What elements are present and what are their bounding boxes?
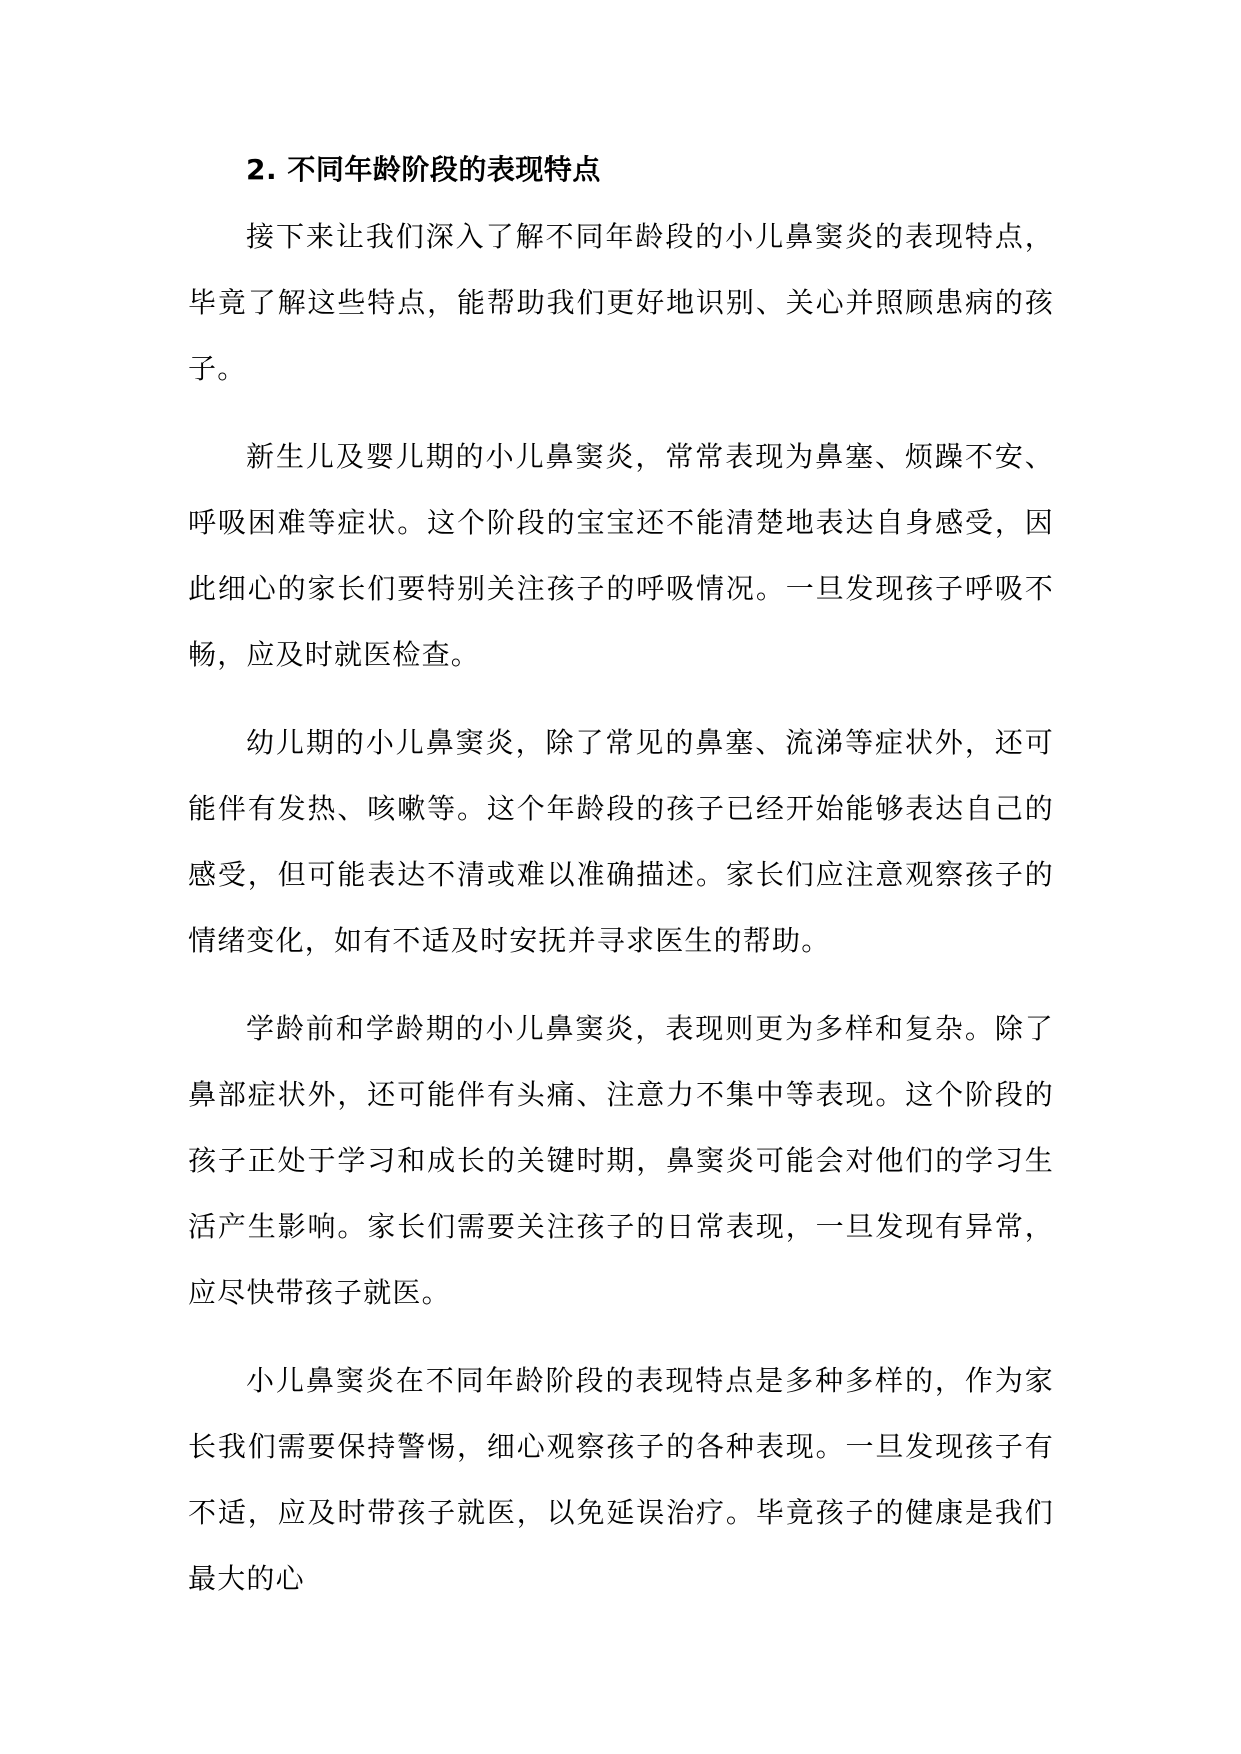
section-heading: 2. 不同年龄阶段的表现特点 xyxy=(246,153,601,186)
paragraph-toddler: 幼儿期的小儿鼻窦炎，除了常见的鼻塞、流涕等症状外，还可能伴有发热、咳嗽等。这个年龄段的孩子已经开始能够表达自己的感受，但可能表达不清或难以准确描述。家长们应注意观察孩子的情绪变化，如有不适及时安抚并寻求医生的帮助。 xyxy=(188,726,1054,957)
paragraph-summary: 小儿鼻窦炎在不同年龄阶段的表现特点是多种多样的，作为家长我们需要保持警惕，细心观察孩子的各种表现。一旦发现孩子有不适，应及时带孩子就医，以免延误治疗。毕竟孩子的健康是我们最大的心 xyxy=(188,1364,1054,1595)
paragraph-intro: 接下来让我们深入了解不同年龄段的小儿鼻窦炎的表现特点，毕竟了解这些特点，能帮助我们更好地识别、关心并照顾患病的孩子。 xyxy=(188,220,1054,385)
document-body xyxy=(188,150,1054,1612)
paragraph-preschool-school-age: 学龄前和学龄期的小儿鼻窦炎，表现则更为多样和复杂。除了鼻部症状外，还可能伴有头痛、注意力不集中等表现。这个阶段的孩子正处于学习和成长的关键时期，鼻窦炎可能会对他们的学习生活产生影响。家长们需要关注孩子的日常表现，一旦发现有异常，应尽快带孩子就医。 xyxy=(188,1012,1054,1309)
paragraph-newborn-infant: 新生儿及婴儿期的小儿鼻窦炎，常常表现为鼻塞、烦躁不安、呼吸困难等症状。这个阶段的宝宝还不能清楚地表达自身感受，因此细心的家长们要特别关注孩子的呼吸情况。一旦发现孩子呼吸不畅，应及时就医检查。 xyxy=(188,440,1054,671)
